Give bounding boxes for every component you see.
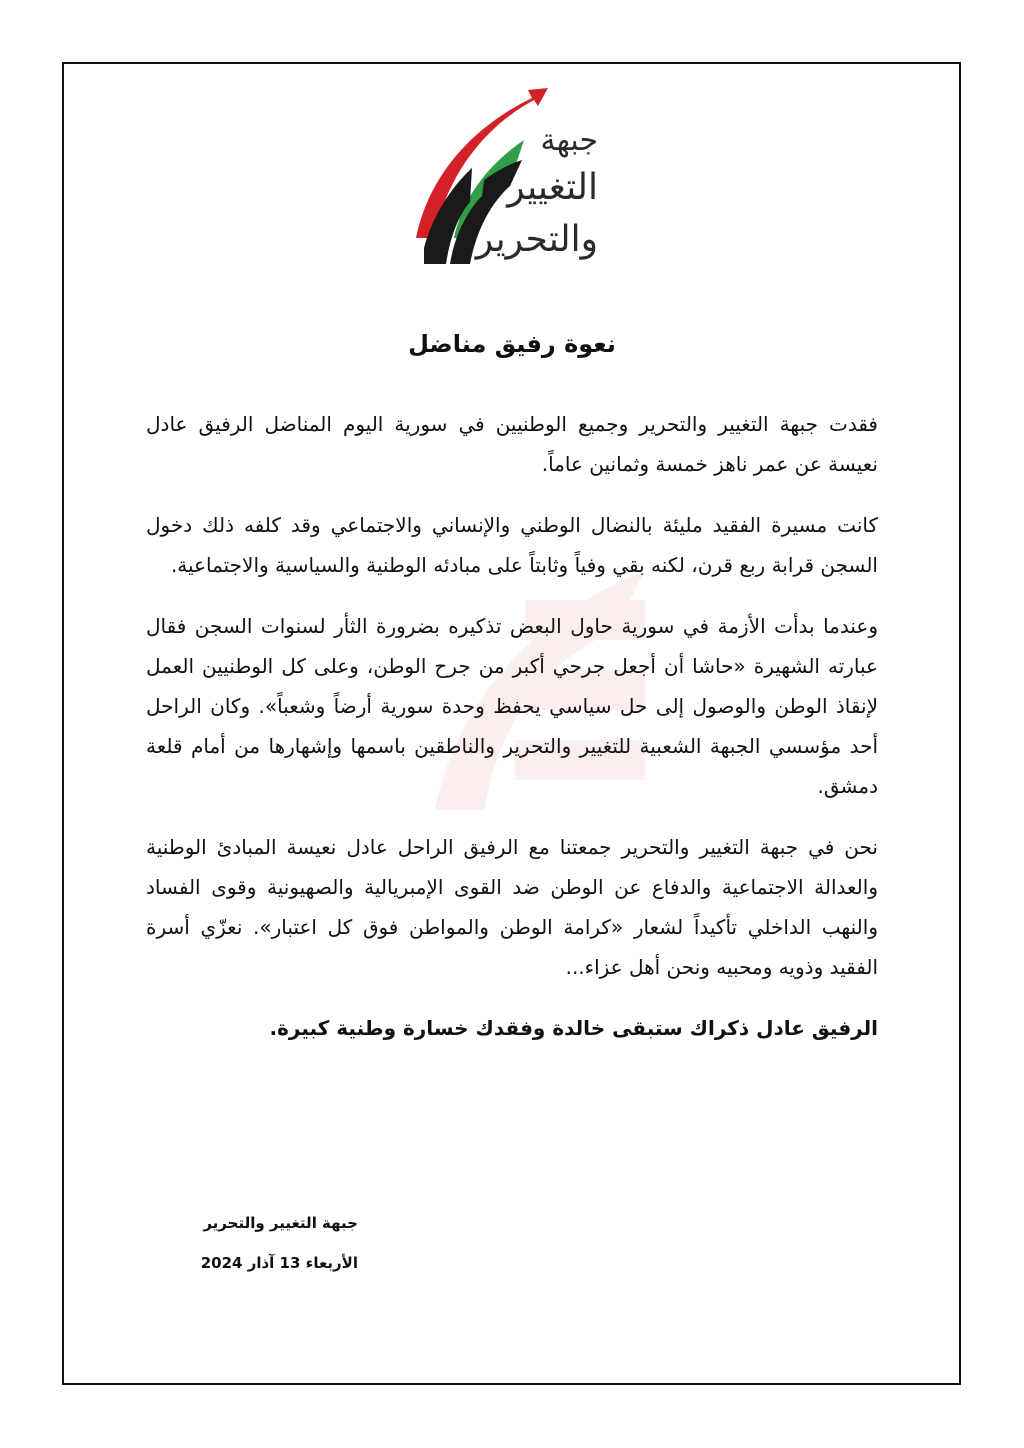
signature-block bbox=[170, 1203, 358, 1283]
signature-organization: جبهة التغيير والتحرير bbox=[203, 1214, 358, 1232]
document-body bbox=[146, 320, 878, 1048]
paragraph-4: نحن في جبهة التغيير والتحرير جمعتنا مع الرفيق الراحل عادل نعيسة المبادئ الوطنية والعدالة الاجتماعية والدفاع عن الوطن ضد القوى الإمبريالية والصهيونية وقوى الفساد والنهب الداخلي تأكيداً لشعار «كرامة الوطن والمواطن فوق كل اعتبار». نعزّي أسرة الفقيد وذويه ومحبيه ونحن أهل عزاء... bbox=[146, 835, 878, 979]
paragraph-3: وعندما بدأت الأزمة في سورية حاول البعض تذكيره بضرورة الثأر لسنوات السجن فقال عبارته الشهيرة «حاشا أن أجعل جرحي أكبر من جرح الوطن، وعلى كل الوطنيين العمل لإنقاذ الوطن والوصول إلى حل سياسي يحفظ وحدة سورية أرضاً وشعباً». وكان الراحل أحد مؤسسي الجبهة الشعبية للتغيير والتحرير والناطقين باسمها وإشهارها من أمام قلعة دمشق. bbox=[146, 614, 878, 798]
paragraph-1: فقدت جبهة التغيير والتحرير وجميع الوطنيين في سورية اليوم المناضل الرفيق عادل نعيسة عن عمر ناهز خمسة وثمانين عاماً. bbox=[146, 412, 878, 476]
closing-statement: الرفيق عادل ذكراك ستبقى خالدة وفقدك خسارة وطنية كبيرة. bbox=[269, 1016, 878, 1040]
paragraph-2: كانت مسيرة الفقيد مليئة بالنضال الوطني والإنساني والاجتماعي وقد كلفه ذلك دخول السجن قرابة ربع قرن، لكنه بقي وفياً وثابتاً على مبادئه الوطنية والسياسية والاجتماعية. bbox=[146, 513, 878, 577]
logo-wordmark bbox=[475, 123, 598, 270]
page-title: نعوة رفيق مناضل bbox=[408, 330, 616, 358]
logo-line-1: جبهة bbox=[540, 123, 598, 158]
signature-date: الأربعاء 13 آذار 2024 bbox=[200, 1254, 358, 1272]
logo-line-3: والتحرير bbox=[475, 219, 598, 260]
logo-line-2: التغيير bbox=[507, 167, 598, 208]
